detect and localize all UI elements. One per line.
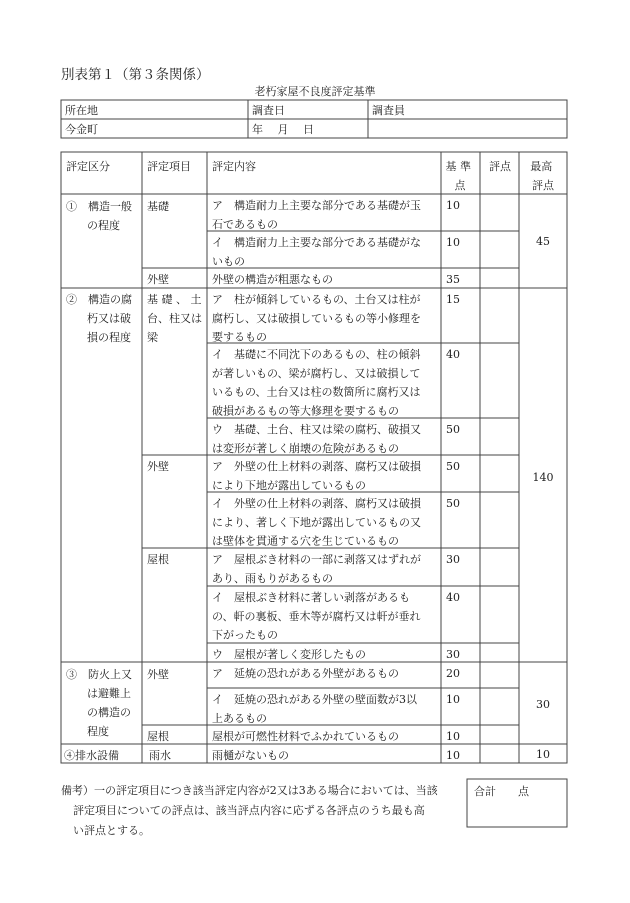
base-points-value: 50: [446, 497, 460, 510]
base-points-value: 10: [446, 730, 460, 743]
content-text: [212, 666, 399, 680]
content-line: 破損があるもの等大修理を要するもの: [212, 404, 399, 418]
content-line: イ 外壁の仕上材料の剥落、腐朽又は破損: [212, 497, 421, 510]
content-text: [212, 459, 422, 492]
item-line: 外壁: [147, 273, 169, 286]
category-line: の程度: [87, 219, 120, 232]
content-line: 石であるもの: [212, 217, 278, 231]
item-label: [147, 552, 169, 566]
content-text: [212, 748, 289, 762]
max-score-value: 45: [536, 235, 550, 248]
content-line: イ 基礎に不同沈下のあるもの、柱の傾斜: [212, 348, 421, 361]
base-points-value: 15: [446, 293, 460, 306]
content-text: [212, 590, 421, 642]
category-line: 程度: [87, 725, 109, 738]
content-line: により、著しく下地が露出しているもの又: [212, 515, 421, 529]
content-line: は変形が著しく崩壊の危険があるもの: [212, 441, 399, 455]
item-line: 梁: [147, 331, 158, 344]
content-text: [212, 692, 418, 725]
max-score-value: 140: [532, 471, 554, 484]
content-line: いるもの、土台又は柱の数箇所に腐朽又は: [212, 385, 421, 399]
content-line: イ 構造耐力上主要な部分である基礎がな: [212, 236, 421, 249]
base-points-value: 30: [446, 553, 460, 566]
content-text: [212, 496, 422, 548]
content-line: 上あるもの: [212, 711, 267, 725]
info-header-surveyor: 調査員: [372, 104, 405, 117]
item-line: 屋根: [147, 553, 169, 566]
base-points-value: 10: [446, 236, 460, 249]
category-label: [66, 292, 136, 344]
header-max-score: [530, 159, 556, 192]
content-text: [212, 292, 421, 344]
remarks-line: 評定項目についての評点は、該当評点内容に応ずる各評点のうち最も高: [73, 804, 425, 817]
item-line: 外壁: [147, 668, 169, 681]
header-item: 評定項目: [147, 160, 191, 173]
base-points-value: 35: [446, 273, 460, 286]
info-value-date: 年 月 日: [252, 123, 314, 136]
total-label: 合計 点: [474, 785, 529, 798]
content-line: ア 延焼の恐れがある外壁があるもの: [212, 667, 399, 680]
item-line: 台、柱又は: [147, 312, 202, 325]
item-line: 雨水: [149, 749, 171, 762]
content-line: 腐朽し、又は破損しているもの等小修理を: [212, 311, 421, 325]
info-header-location: 所在地: [65, 104, 98, 117]
content-text: [212, 422, 421, 455]
content-text: [212, 347, 421, 417]
content-line: により下地が露出しているもの: [212, 478, 366, 492]
item-label: [147, 292, 206, 344]
remarks-line: い評点とする。: [73, 824, 150, 837]
content-line: 下がったもの: [212, 628, 278, 642]
content-line: 屋根が可燃性材料でふかれているもの: [212, 730, 399, 743]
item-label: [147, 667, 169, 681]
content-line: が著しいもの、梁が腐朽し、又は破損して: [212, 366, 421, 380]
category-line: 朽又は破: [87, 312, 131, 325]
base-points-value: 40: [446, 348, 460, 361]
category-line: ④排水設備: [64, 749, 119, 762]
header-score: 評点: [489, 160, 511, 173]
base-points-value: 50: [446, 423, 460, 436]
info-table: [61, 100, 567, 138]
evaluation-rows: [212, 198, 460, 762]
content-text: [212, 729, 399, 743]
category-line: 損の程度: [87, 331, 131, 344]
category-line: ③ 防火上又: [66, 668, 132, 681]
content-text: [212, 235, 421, 268]
max-score-value: 30: [536, 698, 550, 711]
content-text: [212, 272, 333, 286]
category-line: ② 構造の腐: [66, 293, 132, 306]
base-points-value: 10: [446, 749, 460, 762]
content-line: イ 屋根ぶき材料に著しい剥落があるも: [212, 591, 410, 604]
base-points-value: 10: [446, 693, 460, 706]
item-label: [147, 459, 169, 473]
header-content: 評定内容: [212, 160, 256, 173]
item-line: 屋根: [147, 730, 169, 743]
document-title: 老朽家屋不良度評定基準: [254, 85, 376, 98]
category-line: は避難上: [87, 687, 131, 700]
item-label: [147, 272, 169, 286]
item-line: 基 礎 、 土: [147, 293, 202, 306]
header-category: 評定区分: [66, 160, 110, 173]
category-label: [64, 748, 119, 762]
info-value-location: 今金町: [65, 123, 98, 136]
base-points-value: 30: [446, 648, 460, 661]
item-label: [147, 199, 170, 213]
document-heading: 別表第１（第３条関係）: [61, 67, 210, 83]
base-points-value: 20: [446, 667, 460, 680]
content-text: [212, 647, 366, 661]
evaluation-table: [61, 152, 567, 763]
category-line: ① 構造一般: [66, 200, 132, 213]
content-line: ウ 屋根が著しく変形したもの: [212, 648, 366, 661]
content-line: ウ 基礎、土台、柱又は梁の腐朽、破損又: [212, 423, 421, 436]
header-max-line: 最高: [530, 160, 553, 173]
base-points-value: 50: [446, 460, 460, 473]
item-label: [149, 748, 171, 762]
category-label: [66, 667, 136, 738]
item-line: 基礎: [147, 200, 169, 213]
category-label: [66, 199, 136, 232]
header-max-line: 評点: [532, 179, 554, 192]
info-header-date: 調査日: [252, 104, 285, 117]
content-line: あり、雨もりがあるもの: [212, 571, 333, 585]
max-score-value: 10: [536, 748, 550, 761]
content-line: ア 構造耐力上主要な部分である基礎が玉: [212, 199, 421, 212]
content-line: 要するもの: [212, 330, 267, 344]
total-box: [467, 779, 567, 827]
base-points-value: 10: [446, 199, 460, 212]
content-line: いもの: [212, 254, 245, 268]
content-line: イ 延焼の恐れがある外壁の壁面数が3以: [212, 693, 417, 706]
content-line: 雨樋がないもの: [212, 749, 289, 762]
header-base-points: [446, 159, 475, 192]
content-line: ア 外壁の仕上材料の剥落、腐朽又は破損: [212, 460, 421, 473]
header-base-line: 基 準: [445, 160, 471, 173]
content-text: [212, 552, 421, 585]
item-line: 外壁: [147, 460, 169, 473]
remarks-note: [61, 781, 461, 841]
category-line: の構造の: [87, 706, 131, 719]
base-points-value: 40: [446, 591, 460, 604]
item-label: [147, 729, 169, 743]
header-base-line: 点: [454, 179, 466, 192]
content-line: 外壁の構造が粗悪なもの: [212, 273, 333, 286]
content-text: [212, 198, 421, 231]
content-line: は壁体を貫通する穴を生じているもの: [212, 534, 399, 548]
content-line: ア 柱が傾斜しているもの、土台又は柱が: [212, 293, 421, 306]
remarks-line: 備考）一の評定項目につき該当評定内容が2又は3ある場合においては、当該: [61, 784, 438, 797]
content-line: の、軒の裏板、垂木等が腐朽又は軒が垂れ: [212, 609, 421, 623]
content-line: ア 屋根ぶき材料の一部に剥落又はずれが: [212, 553, 421, 566]
